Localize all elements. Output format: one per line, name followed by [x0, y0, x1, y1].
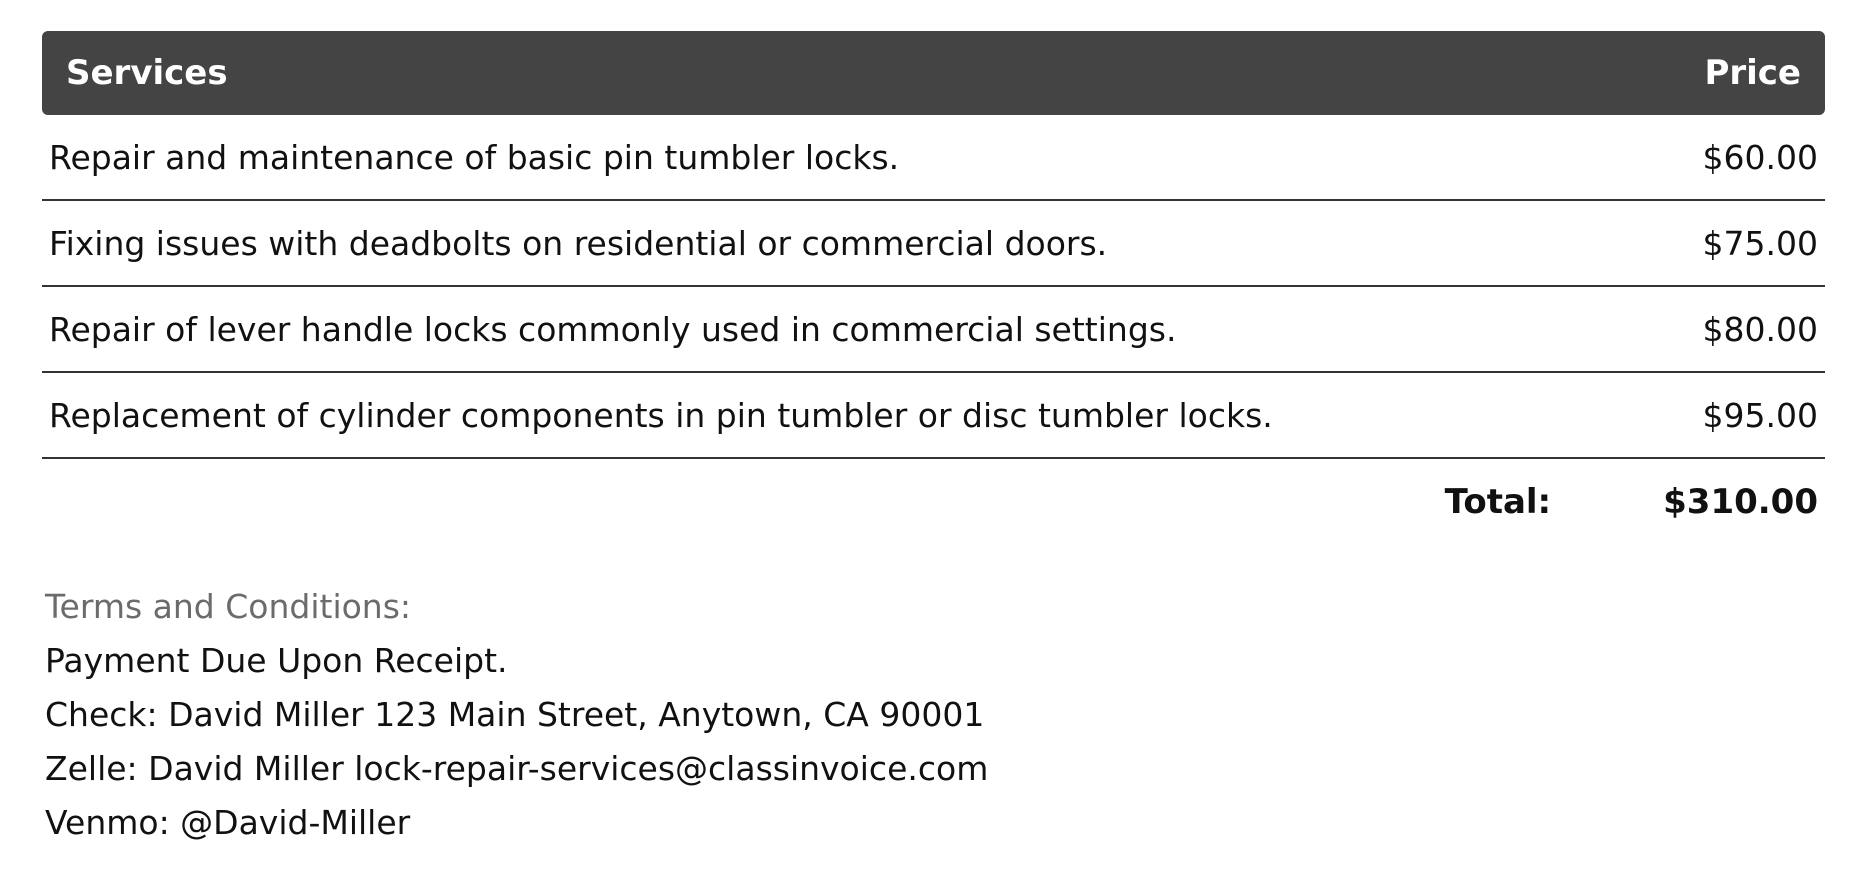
terms-line-check: Check: David Miller 123 Main Street, Anytown, CA 90001: [45, 695, 985, 734]
service-description: Repair of lever handle locks commonly used in commercial settings.: [49, 309, 1177, 349]
total-value: $310.00: [1663, 482, 1818, 522]
service-price: $60.00: [1702, 137, 1818, 177]
table-row: [42, 201, 1825, 287]
terms-section: [45, 580, 988, 850]
services-column-header: Services: [66, 53, 228, 93]
service-description: Fixing issues with deadbolts on residential or commercial doors.: [49, 223, 1108, 263]
service-description: Replacement of cylinder components in pin tumbler or disc tumbler locks.: [49, 395, 1273, 435]
terms-line-zelle: Zelle: David Miller lock-repair-services@classinvoice.com: [45, 749, 989, 788]
service-description: Repair and maintenance of basic pin tumbler locks.: [49, 137, 900, 177]
table-row: [42, 115, 1825, 201]
terms-line-payment: Payment Due Upon Receipt.: [45, 641, 508, 680]
table-row: [42, 287, 1825, 373]
service-price: $95.00: [1702, 395, 1818, 435]
service-price: $80.00: [1702, 309, 1818, 349]
terms-heading: Terms and Conditions:: [45, 587, 412, 626]
total-label: Total:: [1444, 482, 1552, 522]
table-row: [42, 373, 1825, 459]
terms-line-venmo: Venmo: @David-Miller: [45, 803, 411, 842]
total-row: [42, 459, 1825, 545]
service-price: $75.00: [1702, 223, 1818, 263]
table-header: [42, 31, 1825, 115]
services-table: [42, 31, 1825, 545]
price-column-header: Price: [1704, 53, 1801, 93]
